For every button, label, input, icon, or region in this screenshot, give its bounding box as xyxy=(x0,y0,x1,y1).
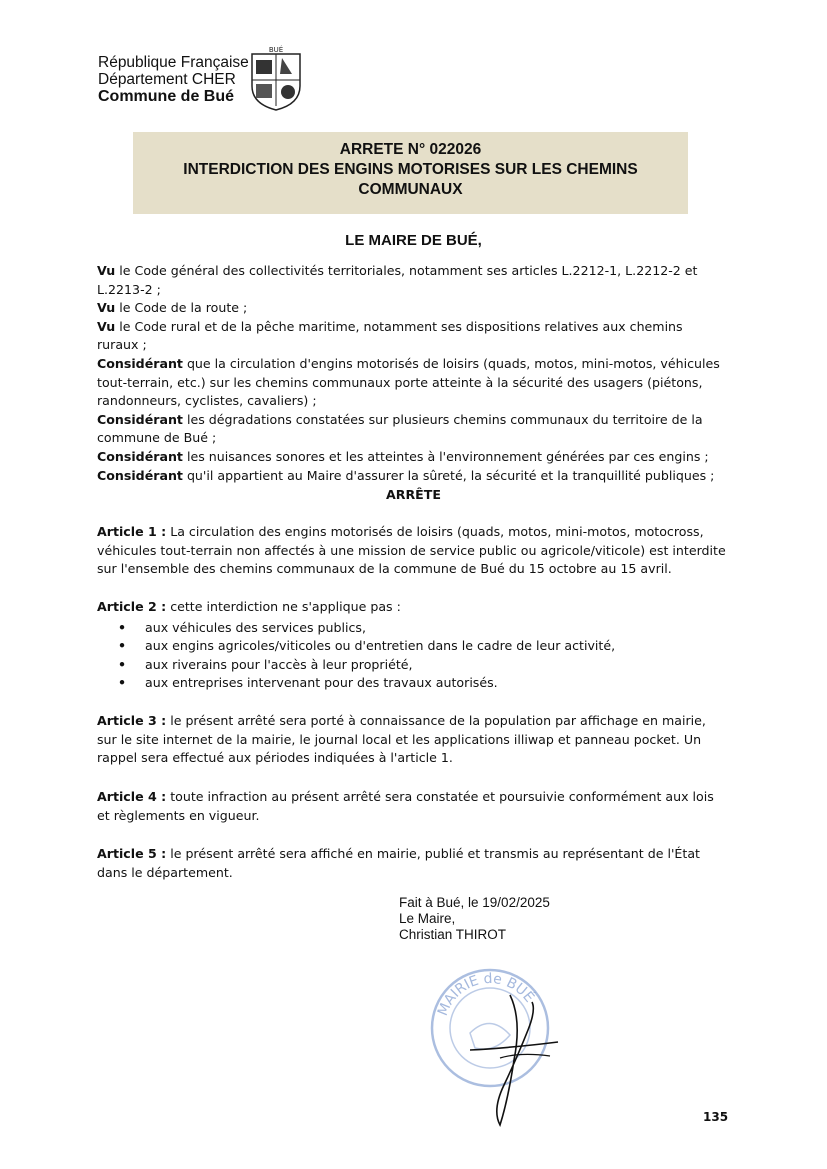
considerations xyxy=(97,262,727,485)
article-text: toute infraction au présent arrêté sera constatée et poursuivie conformément aux lois et règlements en vigueur. xyxy=(97,789,714,823)
article-text: La circulation des engins motorisés de loisirs (quads, motos, mini-motos, motocross, véhicules tout-terrain non affectés à une mission de service public ou agricole/viticole) est interdite sur l'ensemble des chemins communaux de la commune de Bué du 15 octobre au 15 avril. xyxy=(97,524,726,577)
article-4 xyxy=(97,788,727,825)
consideration-item: Considérant que la circulation d'engins motorisés de loisirs (quads, motos, mini-motos, véhicules tout-terrain, etc.) sur les chemins communaux porte atteinte à la sécurité des usagers (piétons, randonneurs, cyclistes, cavaliers) ; xyxy=(97,355,720,409)
bullet-icon: • xyxy=(118,638,127,654)
bullet-icon: • xyxy=(118,675,127,691)
decree-title-box xyxy=(133,132,688,214)
signatory-name: Christian THIROT xyxy=(399,927,507,942)
list-item: • aux riverains pour l'accès à leur propriété, xyxy=(145,656,727,675)
article-label: Article 5 : xyxy=(97,846,167,861)
page-number: 135 xyxy=(703,1110,729,1124)
place-date: Fait à Bué, le 19/02/2025 xyxy=(399,895,550,910)
signature-block xyxy=(399,895,550,943)
article-label: Article 3 : xyxy=(97,713,167,728)
consideration-item: Vu le Code de la route ; xyxy=(97,300,248,316)
article-5 xyxy=(97,845,727,882)
article-label: Article 1 : xyxy=(97,524,167,539)
svg-text:BUÉ: BUÉ xyxy=(268,46,284,54)
article-text: le présent arrêté sera affiché en mairie, publié et transmis au représentant de l'État dans le département. xyxy=(97,846,700,880)
consideration-item: Vu le Code général des collectivités territoriales, notamment ses articles L.2212-1, L.2212-2 et L.2213-2 ; xyxy=(97,263,698,297)
bullet-icon: • xyxy=(118,619,127,635)
bullet-icon: • xyxy=(118,656,127,672)
article-2 xyxy=(97,598,727,693)
exemptions-list xyxy=(97,619,727,693)
department-label: Département CHER xyxy=(98,71,236,88)
article-label: Article 2 : xyxy=(97,599,167,614)
article-label: Article 4 : xyxy=(97,789,167,804)
article-text: cette interdiction ne s'applique pas : xyxy=(166,599,401,614)
article-text: le présent arrêté sera porté à connaissance de la population par affichage en mairie, sur le site internet de la mairie, le journal local et les applications illiwap et panneau pocket. Un rappel sera effectué aux périodes indiquées à l'article 1. xyxy=(97,713,706,766)
article-1 xyxy=(97,523,727,579)
decree-subject-line1: INTERDICTION DES ENGINS MOTORISES SUR LES CHEMINS xyxy=(183,161,638,178)
letterhead xyxy=(98,54,249,105)
decree-subject-line2: COMMUNAUX xyxy=(358,181,463,198)
handwritten-signature-icon xyxy=(470,990,560,1130)
maire-heading: LE MAIRE DE BUÉ, xyxy=(345,232,482,249)
signatory-role: Le Maire, xyxy=(399,911,456,926)
consideration-item: Considérant qu'il appartient au Maire d'assurer la sûreté, la sécurité et la tranquillité publiques ; xyxy=(97,467,715,483)
consideration-item: Vu le Code rural et de la pêche maritime, notamment ses dispositions relatives aux chemins ruraux ; xyxy=(97,318,683,353)
article-3 xyxy=(97,712,727,768)
list-item: • aux entreprises intervenant pour des travaux autorisés. xyxy=(145,674,727,693)
arrete-heading: ARRÊTE xyxy=(386,487,441,502)
list-item: • aux engins agricoles/viticoles ou d'entretien dans le cadre de leur activité, xyxy=(145,637,727,656)
decree-number: ARRETE N° 022026 xyxy=(339,141,482,158)
list-item: • aux véhicules des services publics, xyxy=(145,619,727,638)
svg-text:MAIRIE de BUÉ: MAIRIE de BUÉ xyxy=(434,970,538,1019)
commune-label: Commune de Bué xyxy=(98,88,235,105)
consideration-item: Considérant les dégradations constatées sur plusieurs chemins communaux du territoire de la commune de Bué ; xyxy=(97,411,703,446)
commune-crest-icon xyxy=(248,44,304,112)
consideration-item: Considérant les nuisances sonores et les atteintes à l'environnement générées par ces engins ; xyxy=(97,448,709,464)
republic-label: République Française xyxy=(98,54,249,71)
